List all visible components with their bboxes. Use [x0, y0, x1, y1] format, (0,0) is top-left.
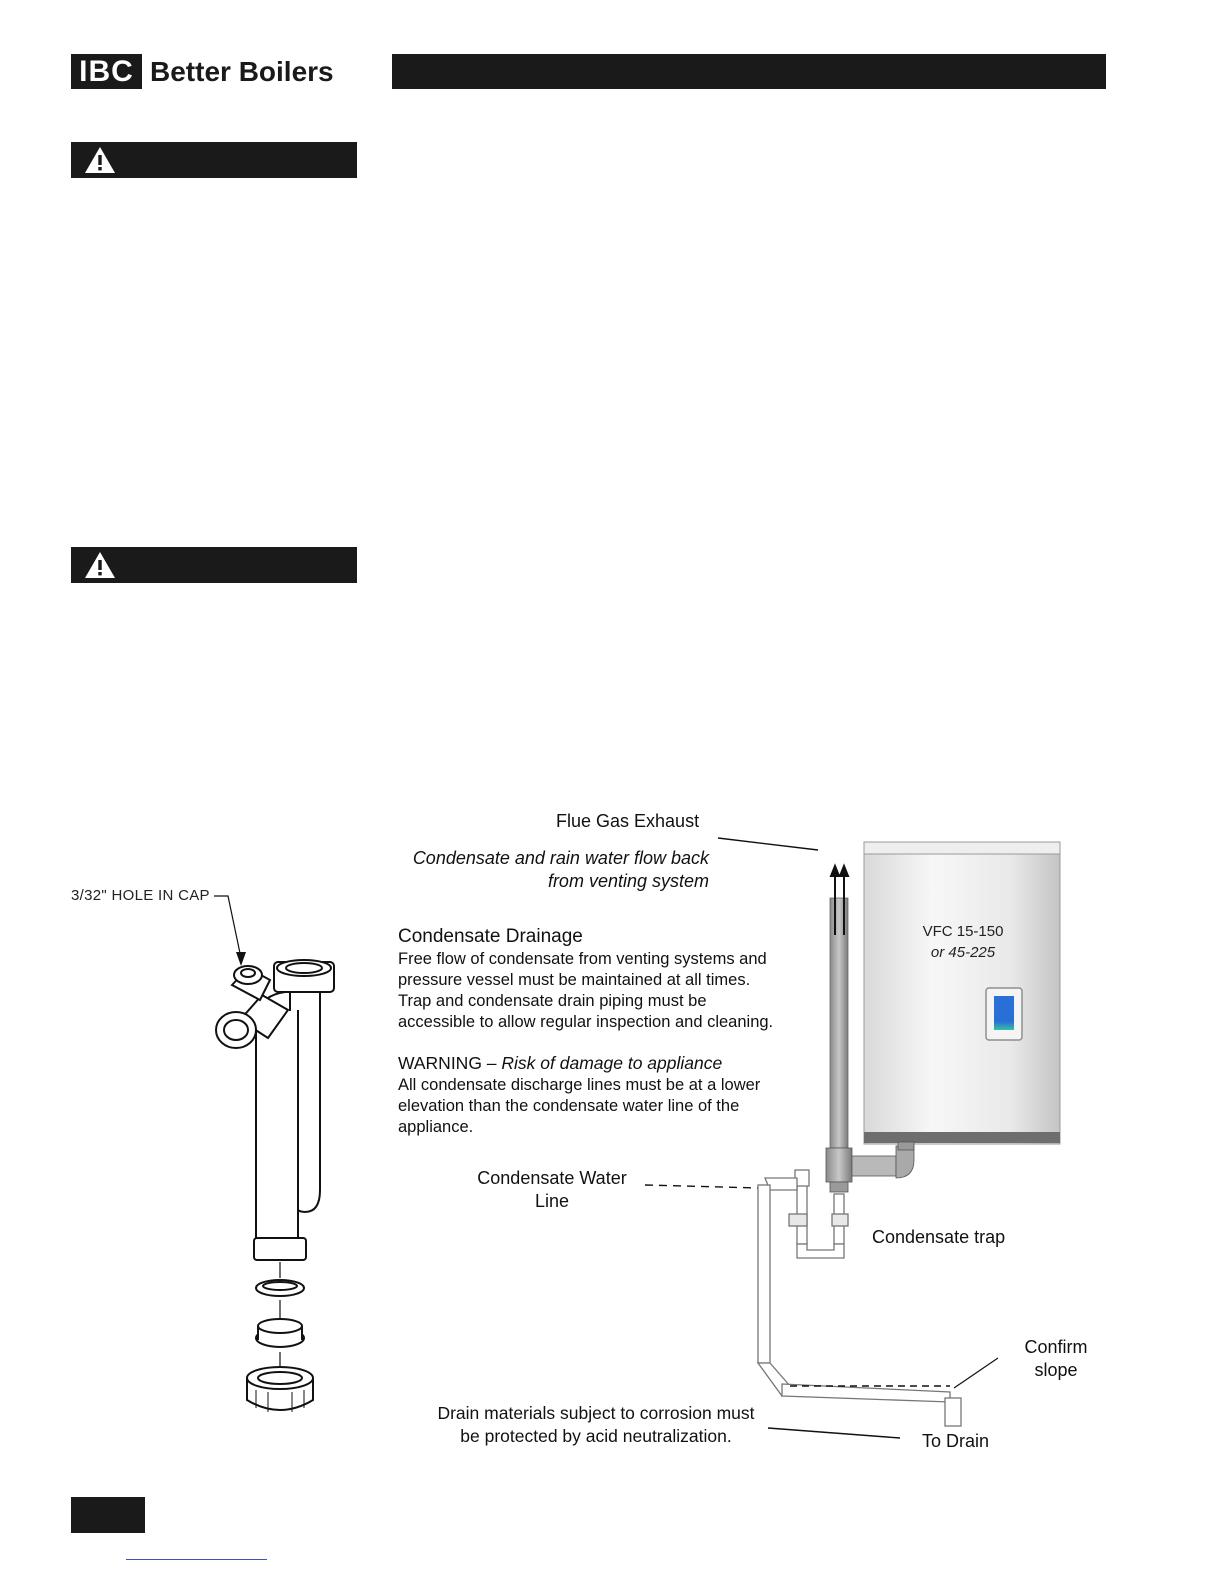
slope-line-2: slope — [1034, 1360, 1078, 1380]
boiler-model-label — [898, 921, 1028, 963]
condensate-flow-line-2: from venting system — [547, 871, 709, 891]
flue-gas-exhaust-label: Flue Gas Exhaust — [556, 811, 700, 831]
warning-triangle-icon — [83, 145, 117, 175]
section-header-bar — [392, 54, 1106, 89]
condensate-trap-label: Condensate trap — [872, 1227, 1006, 1247]
water-line-line-2: Line — [534, 1191, 570, 1211]
ibc-logo: IBC — [71, 54, 142, 89]
page-number-badge — [71, 1497, 145, 1533]
warning-triangle-icon — [83, 550, 117, 580]
water-line-line-1: Condensate Water — [477, 1168, 627, 1188]
brand-name: Better Boilers — [150, 56, 334, 87]
corrosion-line-2: be protected by acid neutralization. — [460, 1426, 732, 1446]
installation-diagram — [600, 830, 1120, 1450]
drainage-line: accessible to allow regular inspection and cleaning. — [398, 1013, 774, 1031]
warning-bar-1 — [71, 142, 357, 178]
hole-in-cap-label: 3/32" HOLE IN CAP — [71, 887, 210, 904]
drainage-line: pressure vessel must be maintained at all times. — [398, 971, 751, 989]
condensate-flow-line-1: Condensate and rain water flow back — [412, 848, 709, 868]
drainage-line: Free flow of condensate from venting systems and — [398, 950, 767, 968]
condensate-drainage-title: Condensate Drainage — [398, 926, 583, 947]
warning-line: elevation than the condensate water line of the — [398, 1097, 740, 1115]
warning-bar-2 — [71, 547, 357, 583]
slope-line-1: Confirm — [1024, 1337, 1088, 1357]
warning-prefix: WARNING – — [398, 1053, 497, 1073]
drainage-line: Trap and condensate drain piping must be — [398, 992, 707, 1010]
condensate-trap-figure — [200, 890, 360, 1420]
model-line-2: or 45-225 — [930, 944, 996, 961]
model-line-1: VFC 15-150 — [922, 923, 1004, 940]
warning-line: appliance. — [398, 1118, 474, 1136]
warning-emphasis: Risk of damage to appliance — [501, 1053, 723, 1073]
footer-link-underline[interactable] — [126, 1559, 267, 1560]
to-drain-label: To Drain — [922, 1431, 990, 1451]
warning-line: All condensate discharge lines must be at a lower — [398, 1076, 761, 1094]
corrosion-line-1: Drain materials subject to corrosion must — [437, 1403, 755, 1423]
